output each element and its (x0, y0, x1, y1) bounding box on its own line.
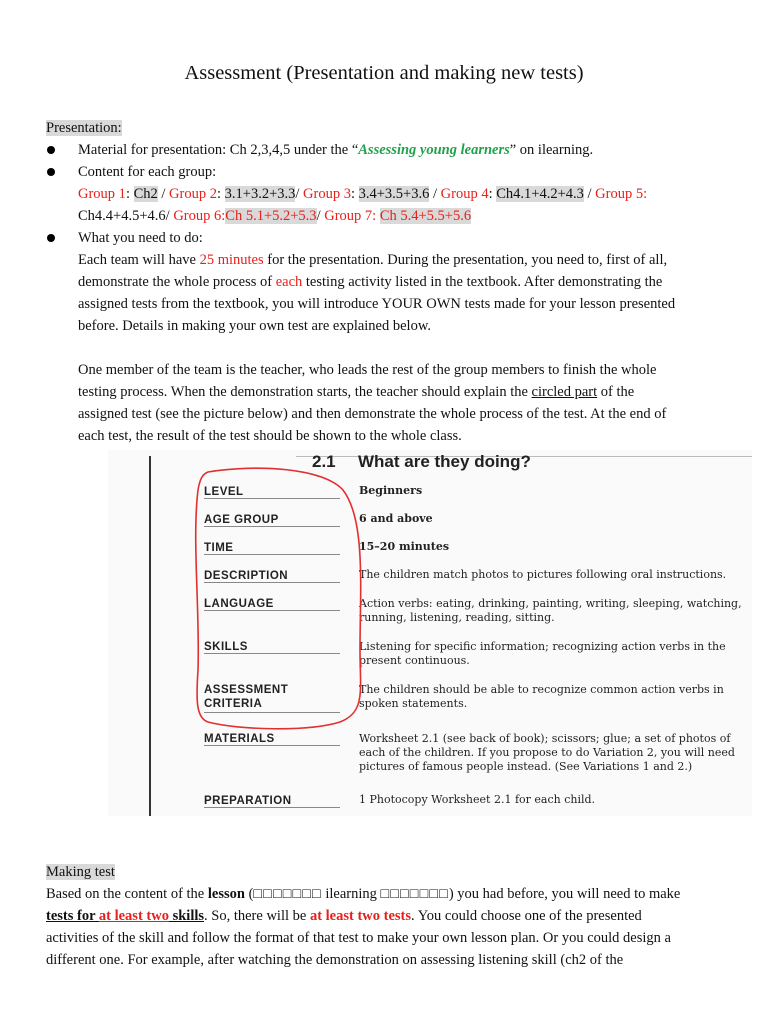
textbook-image (108, 450, 752, 816)
emphasis-each: each (275, 274, 303, 290)
row-label: DESCRIPTION (204, 570, 289, 582)
row-value: Beginners (359, 484, 423, 497)
bullet-icon (47, 146, 55, 154)
duration: 25 minutes (199, 252, 264, 268)
group-label: Group 4 (440, 186, 489, 202)
group-after: / (157, 186, 170, 202)
text: testing activity listed in the textbook. After demonstrating the (302, 274, 663, 290)
row-value: Listening for specific information; recognizing action verbs in the (359, 640, 726, 653)
row-value: each of the children. If you propose to do Variation 2, you will need (359, 746, 735, 759)
row-value: Worksheet 2.1 (see back of book); scissors; glue; a set of photos of (359, 732, 731, 745)
skills-word: skills (168, 908, 205, 924)
group6-label: Group 6: (173, 208, 226, 224)
group-label: Group 1 (78, 186, 126, 202)
group-after: / (429, 186, 441, 202)
text: ( (244, 886, 254, 902)
row-value: spoken statements. (359, 697, 468, 710)
making-heading (46, 862, 115, 882)
row-value: Action verbs: eating, drinking, painting, writing, sleeping, watching, (359, 597, 742, 610)
p2-line-2 (78, 382, 634, 402)
group-label: Group 3 (303, 186, 351, 202)
p1-line-1 (78, 250, 667, 270)
content-label: Content for each group: (78, 164, 217, 180)
groups-line-2 (78, 206, 471, 226)
activity-heading: What are they doing? (358, 452, 531, 471)
bullet-icon (47, 234, 55, 242)
group-slash: / (316, 208, 321, 224)
group-after: / (583, 186, 596, 202)
group-label: Group 2 (169, 186, 217, 202)
p1-line-4: before. Details in making your own test are explained below. (78, 318, 431, 334)
missing-glyphs: □□□□□□□ (253, 886, 322, 902)
material-prefix: Material for presentation: Ch 2,3,4,5 under the “ (78, 142, 359, 158)
row-label: PREPARATION (204, 795, 292, 807)
row-value: present continuous. (359, 654, 470, 667)
material-line (78, 140, 593, 160)
tests-for: tests for (46, 908, 99, 924)
making-line-1 (46, 884, 680, 904)
row-label: ASSESSMENT CRITERIA (204, 684, 289, 710)
group-sep: : (350, 186, 359, 202)
group-chapters: Ch2 (133, 186, 158, 202)
page-title: Assessment (Presentation and making new tests) (184, 62, 584, 84)
making-line-3: activities of the skill and follow the format of that test to make your own lesson plan. Or you could design a (46, 930, 671, 946)
p1-line-3: assigned tests from the textbook, you will introduce YOUR OWN tests made for your lesson presented (78, 296, 676, 312)
row-value: pictures of famous people instead. (See Variations 1 and 2.) (359, 760, 693, 773)
red-circle-annotation (108, 450, 752, 816)
material-suffix: ” on ilearning. (509, 142, 594, 158)
row-label: AGE GROUP (204, 514, 279, 526)
p2-line-3: assigned test (see the picture below) and then demonstrate the whole process of the test. At the end of (78, 406, 667, 422)
group-sep: : (488, 186, 497, 202)
group-chapters: Ch4.1+4.2+4.3 (496, 186, 584, 202)
presentation-heading (46, 118, 122, 138)
row-label: LEVEL (204, 486, 244, 498)
text: . So, there will be (204, 908, 310, 924)
activity-number: 2.1 (312, 452, 336, 471)
text: of the (597, 384, 635, 400)
group7-label: Group 7: (324, 208, 380, 224)
group7-chapters: Ch 5.4+5.5+5.6 (379, 208, 472, 224)
row-value: 6 and above (359, 512, 433, 525)
group-sep: : (216, 186, 225, 202)
group-sep: : (125, 186, 134, 202)
group6-chapters: Ch 5.1+5.2+5.3 (225, 208, 317, 224)
group-chapters: 3.1+3.2+3.3 (224, 186, 296, 202)
circle-stroke (196, 468, 361, 729)
bullet-icon (47, 168, 55, 176)
row-value: running, listening, reading, sitting. (359, 611, 555, 624)
presentation-heading-text: Presentation: (46, 120, 122, 136)
text: demonstrate the whole process of (78, 274, 276, 290)
group-label: Group 5: (595, 186, 648, 202)
group-chapters: 3.4+3.5+3.6 (358, 186, 430, 202)
group-after: / (295, 186, 304, 202)
row-label: SKILLS (204, 641, 248, 653)
text: ) you had before, you will need to make (448, 886, 681, 902)
at-least-two-tests: at least two tests (309, 908, 412, 924)
row-label: MATERIALS (204, 733, 275, 745)
row-value: 15–20 minutes (359, 540, 450, 553)
row-label: LANGUAGE (204, 598, 274, 610)
text: for the presentation. During the presentation, you need to, first of all, (263, 252, 668, 268)
text: ilearning (321, 886, 381, 902)
at-least-two: at least two (98, 908, 169, 924)
row-value: The children should be able to recognize common action verbs in (359, 683, 724, 696)
making-heading-text: Making test (46, 864, 115, 880)
book-title: Assessing young learners (358, 142, 510, 158)
group5-chapters: Ch4.4+4.5+4.6/ (78, 208, 170, 224)
lesson-word: lesson (207, 886, 245, 902)
p1-line-2 (78, 272, 662, 292)
circled-part: circled part (531, 384, 598, 400)
row-value: 1 Photocopy Worksheet 2.1 for each child. (359, 793, 596, 806)
missing-glyphs: □□□□□□□ (380, 886, 449, 902)
p2-line-1: One member of the team is the teacher, who leads the rest of the group members to finish the whole (78, 362, 657, 378)
text: testing process. When the demonstration starts, the teacher should explain the (78, 384, 532, 400)
row-value: The children match photos to pictures following oral instructions. (359, 568, 727, 581)
text: Based on the content of the (46, 886, 208, 902)
todo-label: What you need to do: (78, 230, 203, 246)
text: Each team will have (78, 252, 200, 268)
p2-line-4: each test, the result of the test should be shown to the whole class. (78, 428, 462, 444)
making-line-4: different one. For example, after watching the demonstration on assessing listening skill (ch2 of the (46, 952, 624, 968)
groups-line-1 (78, 184, 647, 204)
text: . You could choose one of the presented (411, 908, 642, 924)
making-line-2 (46, 906, 642, 926)
row-label: TIME (204, 542, 234, 554)
